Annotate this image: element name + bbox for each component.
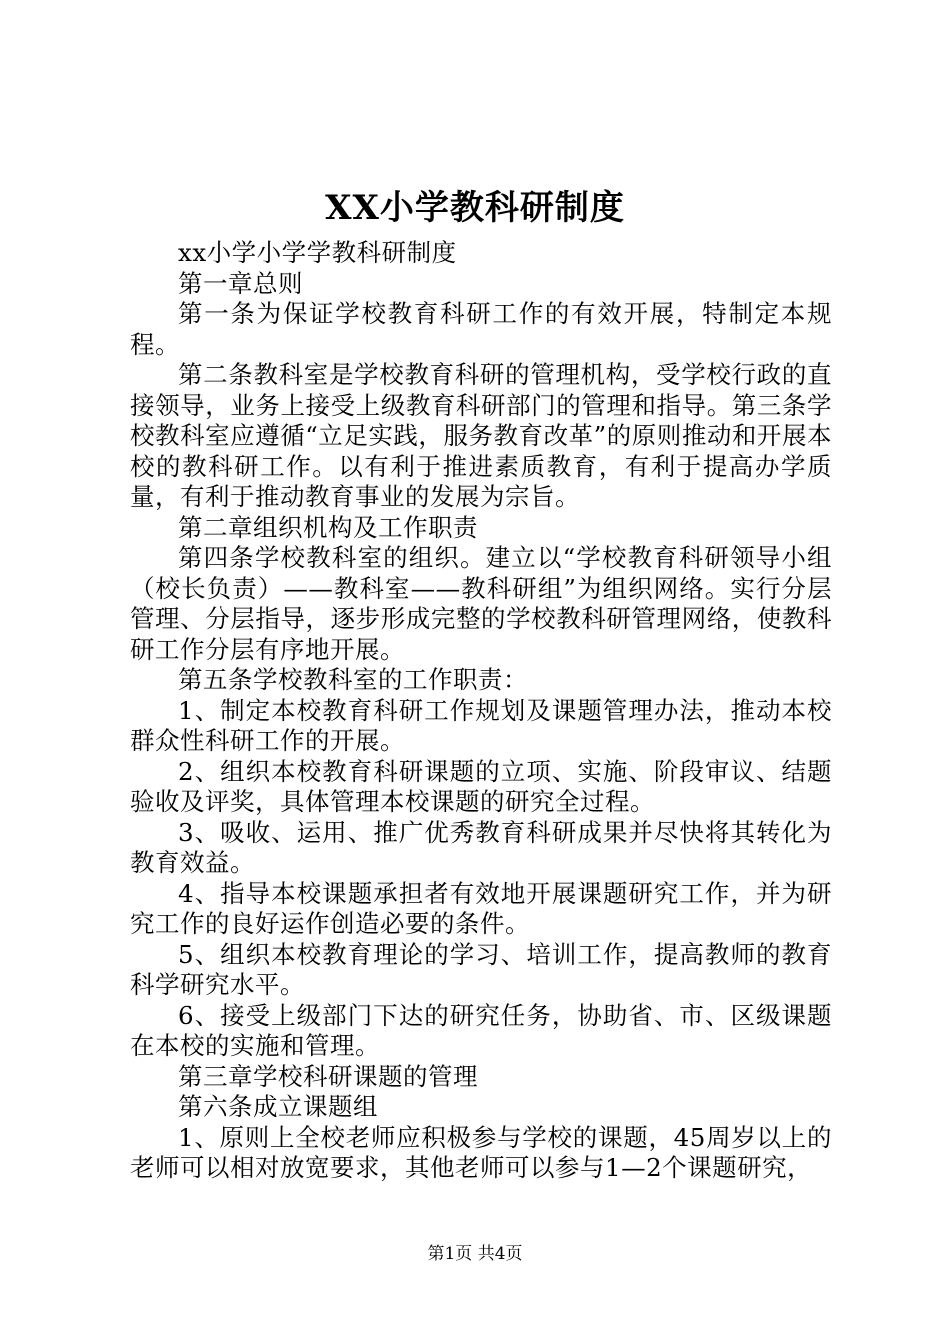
list-item-duty-6: 6、接受上级部门下达的研究任务，协助省、市、区级课题在本校的实施和管理。: [130, 1000, 832, 1060]
list-item-duty-5: 5、组织本校教育理论的学习、培训工作，提高教师的教育科学研究水平。: [130, 939, 832, 999]
list-item-duty-3: 3、吸收、运用、推广优秀教育科研成果并尽快将其转化为教育效益。: [130, 817, 832, 877]
chapter-heading-2: 第二章组织机构及工作职责: [178, 512, 478, 542]
document-title: XX小学教科研制度: [325, 188, 625, 228]
chapter-heading-1: 第一章总则: [178, 268, 303, 298]
list-item-duty-1: 1、制定本校教育科研工作规划及课题管理办法，推动本校群众性科研工作的开展。: [130, 695, 832, 755]
list-item-duty-4: 4、指导本校课题承担者有效地开展课题研究工作，并为研究工作的良好运作创造必要的条件。: [130, 878, 832, 938]
paragraph-article-1: 第一条为保证学校教育科研工作的有效开展，特制定本规程。: [130, 299, 832, 359]
list-item-group-1: 1、原则上全校老师应积极参与学校的课题，45周岁以上的老师可以相对放宽要求，其他老师可以参与1—2个课题研究，: [130, 1122, 832, 1182]
list-item-duty-2: 2、组织本校教育科研课题的立项、实施、阶段审议、结题验收及评奖，具体管理本校课题的研究全过程。: [130, 756, 832, 816]
paragraph-article-4: 第四条学校教科室的组织。建立以“学校教育科研领导小组（校长负责）——教科室——教科研组”为组织网络。实行分层管理、分层指导，逐步形成完整的学校教科研管理网络，使教科研工作分层有序地开展。: [130, 543, 832, 664]
document-body: [130, 238, 832, 1184]
paragraph-article-6: 第六条成立课题组: [178, 1092, 378, 1121]
paragraph-article-2-3: 第二条教科室是学校教育科研的管理机构，受学校行政的直接领导，业务上接受上级教育科研部门的管理和指导。第三条学校教科室应遵循“立足实践，服务教育改革”的原则推动和开展本校的教科研工作。以有利于推进素质教育，有利于提高办学质量，有利于推动教育事业的发展为宗旨。: [130, 360, 832, 511]
page-footer: 第1页 共4页: [427, 1244, 523, 1264]
paragraph-subtitle: xx小学小学学教科研制度: [178, 238, 457, 267]
chapter-heading-3: 第三章学校科研课题的管理: [178, 1061, 478, 1091]
paragraph-article-5: 第五条学校教科室的工作职责：: [178, 665, 528, 694]
